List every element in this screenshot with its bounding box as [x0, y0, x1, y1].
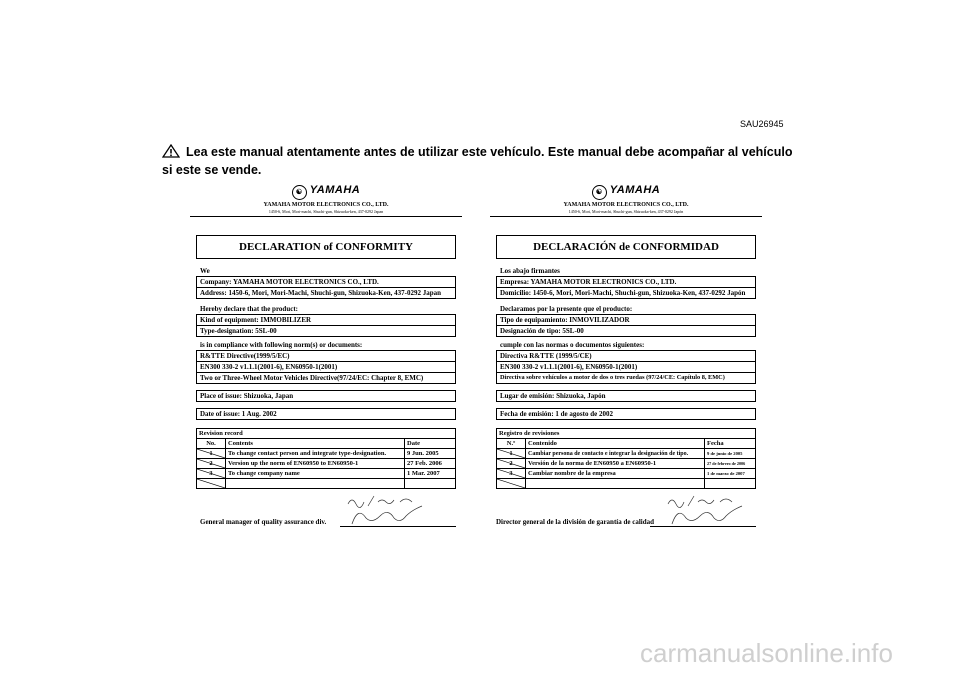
col-contents: Contenido: [526, 439, 705, 449]
declaration-en: [190, 178, 462, 530]
label-hereby: Hereby declare that the product:: [200, 305, 298, 313]
signature-line: [650, 526, 756, 527]
signatory-title: Director general de la división de garantía de calidad: [496, 518, 655, 526]
norm-row: EN300 330-2 v1.1.1(2001-6), EN60950-1(2001): [197, 361, 455, 372]
col-no: N.º: [497, 439, 526, 449]
company-line: YAMAHA MOTOR ELECTRONICS CO., LTD.: [563, 202, 689, 208]
declaration-es: [490, 178, 762, 530]
norm-row: R&TTE Directive(1999/5/EC): [200, 352, 290, 360]
company-block: [496, 276, 756, 299]
type-row: Type-designation: 5SL-00: [197, 325, 455, 336]
label-we: We: [200, 267, 210, 275]
revision-table: [496, 428, 756, 489]
table-row: 3 Cambiar nombre de la empresa 1 de marzo de 2007: [497, 469, 756, 479]
doc-title: DECLARATION of CONFORMITY: [196, 235, 456, 259]
tuning-fork-icon: ☯: [292, 185, 307, 200]
warning-notice: [162, 143, 802, 179]
address-row: Domicilio: 1450-6, Mori, Mori-Machi, Shuchi-gun, Shizuoka-Ken, 437-0292 Japón: [497, 287, 755, 298]
watermark: carmanualsonline.info: [640, 638, 893, 668]
company-row: Company: YAMAHA MOTOR ELECTRONICS CO., LTD.: [200, 278, 379, 286]
product-block: [196, 314, 456, 337]
date-block: [196, 408, 456, 420]
company-block: [196, 276, 456, 299]
revision-title: Registro de revisiones: [497, 429, 756, 439]
table-row: 3 To change company name 1 Mar. 2007: [197, 469, 456, 479]
signature: [340, 494, 430, 528]
divider: [490, 216, 762, 217]
norm-row: Directiva R&TTE (1999/5/CE): [500, 352, 592, 360]
company-line: YAMAHA MOTOR ELECTRONICS CO., LTD.: [263, 202, 389, 208]
signature-line: [340, 526, 456, 527]
signatory-title: General manager of quality assurance div.: [200, 518, 327, 526]
type-row: Designación de tipo: 5SL-00: [497, 325, 755, 336]
col-date: Fecha: [705, 439, 756, 449]
norms-block: [496, 350, 756, 384]
table-row: 1 Cambiar persona de contacto e integrar la designación de tipo. 9 de junio de 2005: [497, 449, 756, 459]
tuning-fork-icon: ☯: [592, 185, 607, 200]
yamaha-logo: ☯ YAMAHA: [490, 184, 762, 200]
place-row: Place of issue: Shizuoka, Japan: [200, 392, 294, 400]
norms-block: [196, 350, 456, 384]
revision-title: Revision record: [197, 429, 456, 439]
warning-text: Lea este manual atentamente antes de utilizar este vehículo. Este manual debe acompañar al vehículo si este se vende.: [162, 145, 793, 177]
label-compliance: is in compliance with following norm(s) or documents:: [200, 341, 363, 349]
table-row: 2 Versión de la norma de EN60950 a EN60950-1 27 de febrero de 2006: [497, 459, 756, 469]
date-block: [496, 408, 756, 420]
date-row: Fecha de emisión: 1 de agosto de 2002: [500, 410, 613, 418]
address-row: Address: 1450-6, Mori, Mori-Machi, Shuchi-gun, Shizuoka-Ken, 437-0292 Japan: [197, 287, 455, 298]
col-contents: Contents: [226, 439, 405, 449]
norm-row: Two or Three-Wheel Motor Vehicles Directive(97/24/EC: Chapter 8, EMC): [197, 372, 455, 383]
place-block: [196, 390, 456, 402]
divider: [190, 216, 462, 217]
table-row: [497, 479, 756, 489]
yamaha-logo: ☯ YAMAHA: [190, 184, 462, 200]
slash-mark: [497, 479, 525, 488]
doc-title: DECLARACIÓN de CONFORMIDAD: [496, 235, 756, 259]
warning-triangle-icon: [162, 144, 180, 158]
revision-table: [196, 428, 456, 489]
label-compliance: cumple con las normas o documentos siguientes:: [500, 341, 645, 349]
norm-row: Directiva sobre vehículos a motor de dos o tres ruedas (97/24/CE: Capítulo 8, EMC): [497, 372, 755, 383]
equipment-row: Kind of equipment: IMMOBILIZER: [200, 316, 312, 324]
date-row: Date of issue: 1 Aug. 2002: [200, 410, 277, 418]
address-line: 1450-6, Mori, Mori-machi, Shuchi-gun, Shizuoka-ken, 437-0292 Japón: [568, 209, 684, 214]
address-line: 1450-6, Mori, Mori-machi, Shuchi-gun, Shizuoka-ken, 437-0292 Japan: [268, 209, 384, 214]
slash-mark: [197, 479, 225, 488]
label-we: Los abajo firmantes: [500, 267, 560, 275]
place-row: Lugar de emisión: Shizuoka, Japón: [500, 392, 606, 400]
equipment-row: Tipo de equipamiento: INMOVILIZADOR: [500, 316, 630, 324]
section-code: SAU26945: [740, 119, 784, 129]
company-row: Empresa: YAMAHA MOTOR ELECTRONICS CO., LTD.: [500, 278, 677, 286]
table-row: 1 To change contact person and integrate type-designation. 9 Jun. 2005: [197, 449, 456, 459]
col-date: Date: [405, 439, 456, 449]
table-row: 2 Version up the norm of EN60950 to EN60950-1 27 Feb. 2006: [197, 459, 456, 469]
norm-row: EN300 330-2 v1.1.1(2001-6), EN60950-1(2001): [497, 361, 755, 372]
label-hereby: Declaramos por la presente que el producto:: [500, 305, 633, 313]
place-block: [496, 390, 756, 402]
product-block: [496, 314, 756, 337]
signature: [660, 494, 750, 528]
table-row: [197, 479, 456, 489]
col-no: No.: [197, 439, 226, 449]
